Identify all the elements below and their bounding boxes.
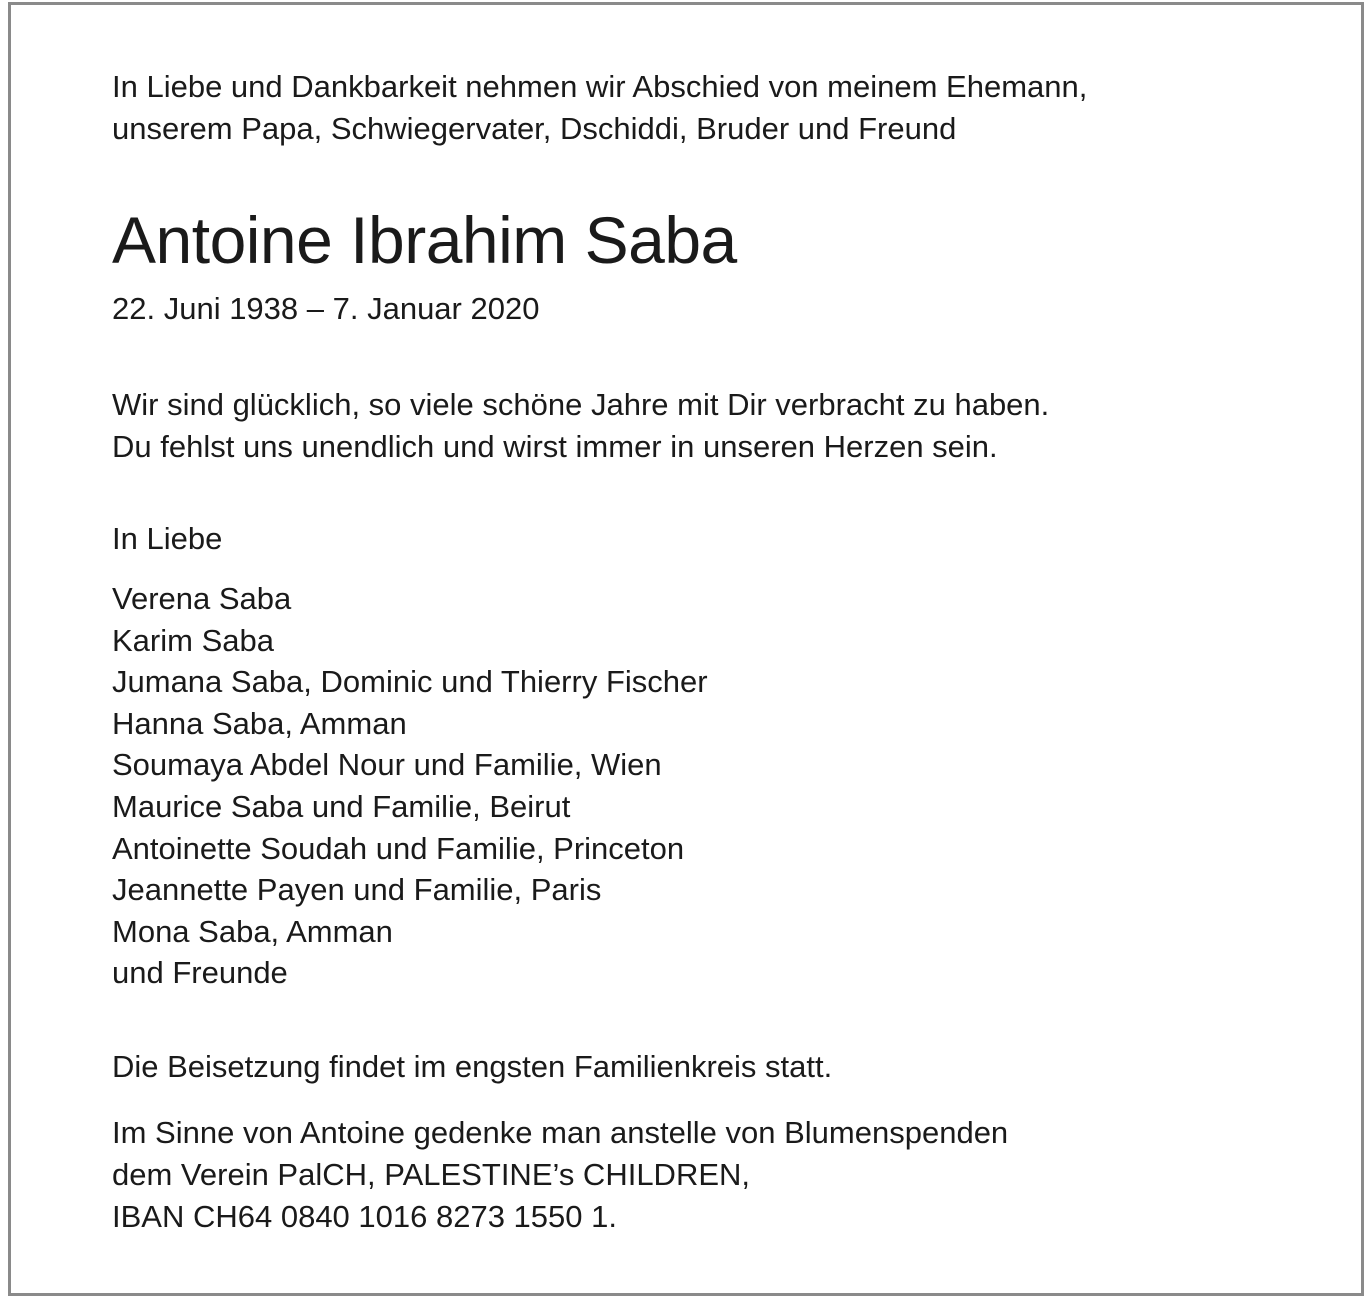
intro-line: unserem Papa, Schwiegervater, Dschiddi, Bruder und Freund [112,111,957,146]
signer: Soumaya Abdel Nour und Familie, Wien [112,747,662,783]
signer: Mona Saba, Amman [112,913,393,949]
closing-text: In Liebe [112,521,223,556]
message-line: Du fehlst uns unendlich und wirst immer in unseren Herzen sein. [112,429,998,464]
message-line: Wir sind glücklich, so viele schöne Jahre mit Dir verbracht zu haben. [112,387,1050,422]
intro-text [112,66,1087,150]
signer: Jeannette Payen und Familie, Paris [112,872,602,908]
signer: Antoinette Soudah und Familie, Princeton [112,830,685,866]
donation-line: Im Sinne von Antoine gedenke man anstelle von Blumenspenden [112,1115,1009,1150]
donation-line: dem Verein PalCH, PALESTINE’s CHILDREN, [112,1157,751,1192]
deceased-name: Antoine Ibrahim Saba [112,203,737,277]
signer: Hanna Saba, Amman [112,705,407,741]
intro-line: In Liebe und Dankbarkeit nehmen wir Abschied von meinem Ehemann, [112,69,1088,104]
donation-text [112,1112,1008,1238]
signer: Verena Saba [112,581,292,616]
funeral-note: Die Beisetzung findet im engsten Familienkreis statt. [112,1049,833,1084]
farewell-message [112,384,1049,468]
signer: Maurice Saba und Familie, Beirut [112,788,571,824]
life-dates: 22. Juni 1938 – 7. Januar 2020 [112,291,540,326]
signer: Karim Saba [112,622,274,658]
signer: und Freunde [112,955,288,991]
donation-line: IBAN CH64 0840 1016 8273 1550 1. [112,1199,617,1234]
signer: Jumana Saba, Dominic und Thierry Fischer [112,664,708,700]
signers-list [112,578,708,994]
